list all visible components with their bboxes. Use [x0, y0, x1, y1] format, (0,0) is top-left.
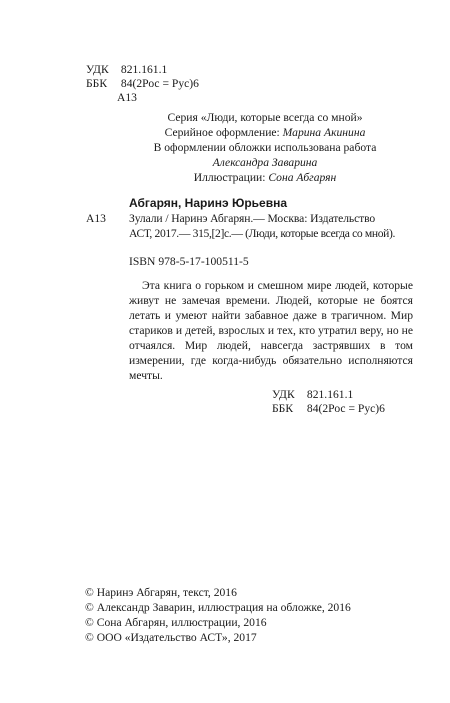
- cover-label: В оформлении обложки использована работа: [153, 141, 377, 154]
- bottom-bbk-label: ББК: [272, 402, 294, 415]
- bottom-udk-value: 821.161.1: [306, 388, 354, 401]
- cover-line: [120, 140, 410, 155]
- copyright-line: © ООО «Издательство АСТ», 2017: [85, 631, 257, 644]
- copyright-line: © Сона Абгарян, иллюстрации, 2016: [85, 616, 267, 629]
- series-name: «Люди, которые всегда со мной»: [200, 111, 363, 124]
- bib-author-mark: А13: [86, 212, 106, 225]
- bib-line-2: АСТ, 2017.— 315,[2]с.— (Люди, которые всегда со мной).: [129, 227, 396, 240]
- top-udk-row: [86, 62, 167, 77]
- design-label: Серийное оформление:: [164, 126, 280, 139]
- bottom-bbk-row: [272, 401, 385, 416]
- bbk-value: 84(2Рос = Рус)6: [120, 77, 199, 90]
- illustrations-label: Иллюстрации:: [193, 171, 266, 184]
- bottom-udk-row: [272, 387, 353, 402]
- bottom-udk-label: УДК: [272, 388, 295, 401]
- credits-block: [120, 110, 410, 185]
- design-line: [120, 125, 410, 140]
- bib-description: [129, 211, 413, 241]
- top-bbk-row: [86, 76, 199, 91]
- illustrations-line: [120, 170, 410, 185]
- illustrations-person: Сона Абгарян: [268, 171, 337, 184]
- cover-person: Александра Заварина: [212, 156, 318, 169]
- author-mark-text: А13: [117, 91, 137, 104]
- book-author: Абгарян, Наринэ Юрьевна: [129, 196, 287, 210]
- series-line: [120, 110, 410, 125]
- bottom-bbk-value: 84(2Рос = Рус)6: [306, 402, 385, 415]
- design-person: Марина Акинина: [282, 126, 366, 139]
- bbk-label: ББК: [86, 77, 108, 90]
- udk-value: 821.161.1: [120, 63, 168, 76]
- udk-label: УДК: [86, 63, 109, 76]
- annotation: Эта книга о горьком и смешном мире людей, которые живут не замечая времени. Людей, которые не боятся летать и умеют найти забавное даже в трагичном. Мир стариков и детей, взрослых и тех, кто утратил веру, но не отчаялся. Мир людей, навсегда застрявших в том измерении, где когда-нибудь обязательно исполняются мечты.: [129, 279, 413, 382]
- series-prefix: Серия: [167, 111, 198, 124]
- copyright-line: © Александр Заварин, иллюстрация на обложке, 2016: [85, 601, 351, 614]
- isbn: ISBN 978-5-17-100511-5: [129, 255, 249, 268]
- copyright-line: © Наринэ Абгарян, текст, 2016: [85, 586, 237, 599]
- bib-line-1: Зулали / Наринэ Абгарян.— Москва: Издательство: [129, 212, 376, 225]
- cover-person-line: [120, 155, 410, 170]
- copyright-list: [85, 585, 351, 645]
- top-author-mark: [117, 90, 137, 105]
